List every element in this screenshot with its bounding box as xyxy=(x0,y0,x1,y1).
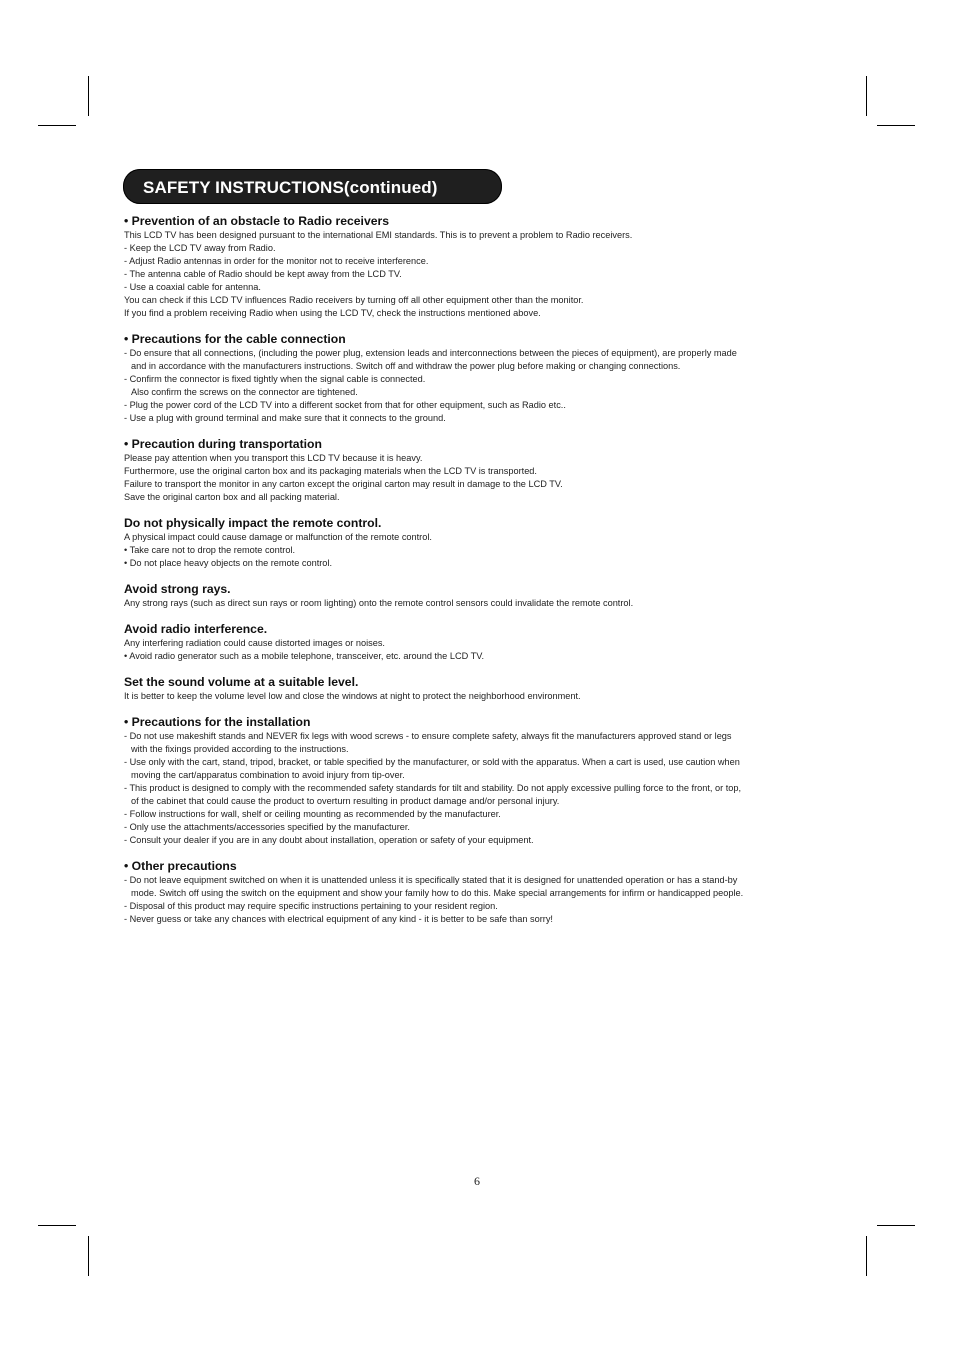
section-title: • Precautions for the installation xyxy=(124,715,311,729)
section xyxy=(124,622,836,663)
body-text-line: with the fixings provided according to the instructions. xyxy=(131,744,349,754)
body-text-line: Please pay attention when you transport this LCD TV because it is heavy. xyxy=(124,453,423,463)
instructions-content xyxy=(124,214,836,938)
body-text-line: - Follow instructions for wall, shelf or ceiling mounting as recommended by the manufacturer. xyxy=(124,809,501,819)
section xyxy=(124,437,836,504)
section xyxy=(124,214,836,320)
section-title: Set the sound volume at a suitable level. xyxy=(124,675,359,689)
body-text-line: - The antenna cable of Radio should be kept away from the LCD TV. xyxy=(124,269,402,279)
body-text-line: If you find a problem receiving Radio when using the LCD TV, check the instructions mentioned above. xyxy=(124,308,541,318)
body-text-line: Any strong rays (such as direct sun rays or room lighting) onto the remote control sensors could invalidate the remote control. xyxy=(124,598,634,608)
body-text-line: - Do not use makeshift stands and NEVER fix legs with wood screws - to ensure complete safety, always fit the manufacturers approved stand or legs xyxy=(124,731,732,741)
body-text-line: - This product is designed to comply with the recommended safety standards for tilt and stability. Do not apply excessive pulling force to the front, or top, xyxy=(124,783,742,793)
section xyxy=(124,675,836,703)
body-text-line: - Disposal of this product may require specific instructions pertaining to your resident region. xyxy=(124,901,498,911)
body-text-line: • Take care not to drop the remote control. xyxy=(124,545,296,555)
body-text-line: - Never guess or take any chances with electrical equipment of any kind - it is better to be safe than sorry! xyxy=(124,914,553,924)
body-text-line: - Use only with the cart, stand, tripod, bracket, or table specified by the manufacturer, or sold with the apparatus. When a cart is used, use caution when xyxy=(124,757,740,767)
section xyxy=(124,582,836,610)
crop-mark-top-right-vertical xyxy=(866,76,867,116)
section xyxy=(124,715,836,847)
body-text-line: and in accordance with the manufacturers instructions. Switch off and withdraw the power plug before making or changing connections. xyxy=(131,361,681,371)
section-title: Avoid strong rays. xyxy=(124,582,231,596)
body-text-line: mode. Switch off using the switch on the equipment and show your family how to do this. Make special arrangements for infirm or handicapped people. xyxy=(131,888,744,898)
body-text-line: - Only use the attachments/accessories specified by the manufacturer. xyxy=(124,822,410,832)
body-text-line: • Avoid radio generator such as a mobile telephone, transceiver, etc. around the LCD TV. xyxy=(124,651,485,661)
body-text-line: Save the original carton box and all packing material. xyxy=(124,492,340,502)
crop-mark-top-left-vertical xyxy=(88,76,89,116)
section xyxy=(124,859,836,926)
body-text-line: You can check if this LCD TV influences Radio receivers by turning off all other equipment other than the monitor. xyxy=(124,295,584,305)
body-text-line: of the cabinet that could cause the product to overturn resulting in product damage and/or personal injury. xyxy=(131,796,560,806)
body-text-line: - Keep the LCD TV away from Radio. xyxy=(124,243,276,253)
crop-mark-bottom-right-vertical xyxy=(866,1236,867,1276)
body-text-line: This LCD TV has been designed pursuant to the international EMI standards. This is to prevent a problem to Radio receivers. xyxy=(124,230,633,240)
section xyxy=(124,516,836,570)
body-text-line: - Use a coaxial cable for antenna. xyxy=(124,282,261,292)
section-title: • Precaution during transportation xyxy=(124,437,322,451)
section xyxy=(124,332,836,425)
body-text-line: Any interfering radiation could cause distorted images or noises. xyxy=(124,638,385,648)
crop-mark-bottom-left-horizontal xyxy=(38,1225,76,1226)
crop-mark-top-right-horizontal xyxy=(877,125,915,126)
section-title: • Precautions for the cable connection xyxy=(124,332,346,346)
body-text-line: • Do not place heavy objects on the remote control. xyxy=(124,558,333,568)
page-number: 6 xyxy=(474,1174,480,1188)
body-text-line: It is better to keep the volume level low and close the windows at night to protect the neighborhood environment. xyxy=(124,691,581,701)
body-text-line: - Confirm the connector is fixed tightly when the signal cable is connected. xyxy=(124,374,426,384)
body-text-line: - Do not leave equipment switched on when it is unattended unless it is specifically stated that it is designed for unattended operation or has a stand-by xyxy=(124,875,738,885)
body-text-line: - Use a plug with ground terminal and make sure that it connects to the ground. xyxy=(124,413,446,423)
section-title: Do not physically impact the remote control. xyxy=(124,516,382,530)
section-title: • Prevention of an obstacle to Radio receivers xyxy=(124,214,390,228)
body-text-line: - Consult your dealer if you are in any doubt about installation, operation or safety of your equipment. xyxy=(124,835,534,845)
body-text-line: - Adjust Radio antennas in order for the monitor not to receive interference. xyxy=(124,256,429,266)
body-text-line: Furthermore, use the original carton box and its packaging materials when the LCD TV is transported. xyxy=(124,466,537,476)
page-title: SAFETY INSTRUCTIONS(continued) xyxy=(123,169,502,204)
crop-mark-bottom-left-vertical xyxy=(88,1236,89,1276)
crop-mark-top-left-horizontal xyxy=(38,125,76,126)
body-text-line: - Plug the power cord of the LCD TV into a different socket from that for other equipment, such as Radio etc.. xyxy=(124,400,566,410)
section-title: • Other precautions xyxy=(124,859,237,873)
body-text-line: A physical impact could cause damage or malfunction of the remote control. xyxy=(124,532,432,542)
crop-mark-bottom-right-horizontal xyxy=(877,1225,915,1226)
body-text-line: Also confirm the screws on the connector are tightened. xyxy=(131,387,358,397)
body-text-line: Failure to transport the monitor in any carton except the original carton may result in damage to the LCD TV. xyxy=(124,479,563,489)
body-text-line: - Do ensure that all connections, (including the power plug, extension leads and interconnections between the pieces of equipment), are properly made xyxy=(124,348,737,358)
body-text-line: moving the cart/apparatus combination to avoid injury from tip-over. xyxy=(131,770,405,780)
section-title: Avoid radio interference. xyxy=(124,622,268,636)
